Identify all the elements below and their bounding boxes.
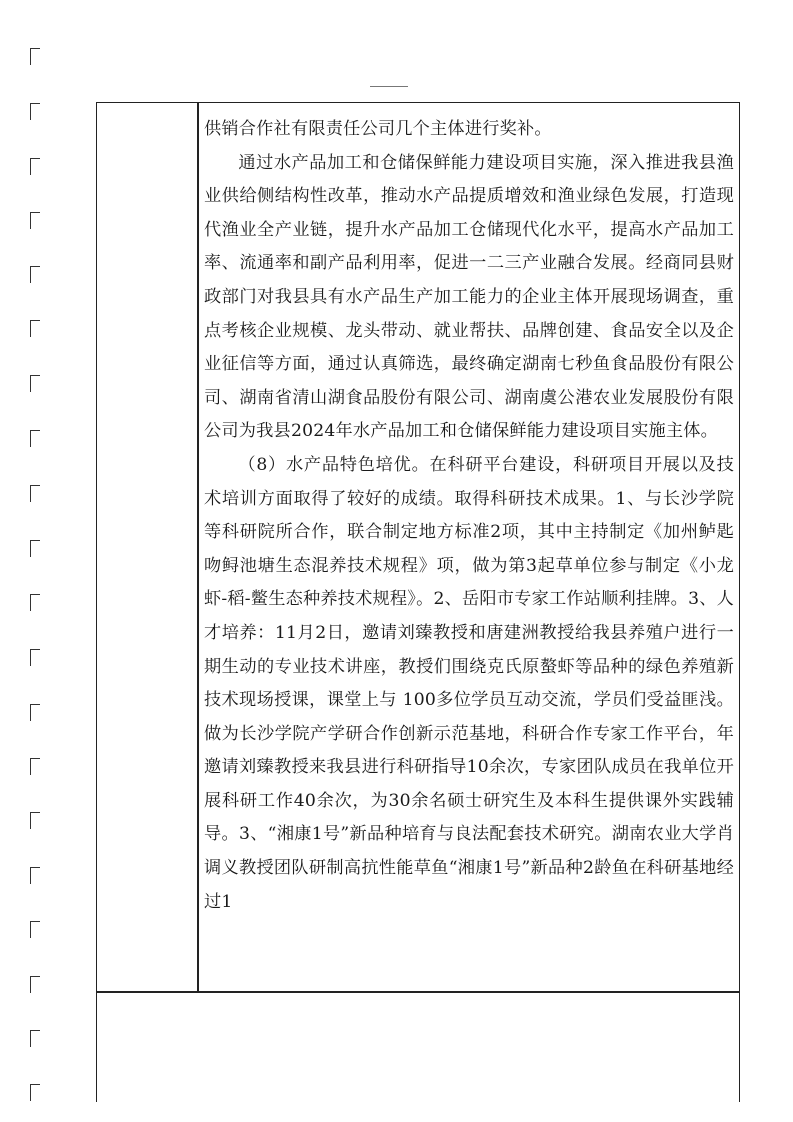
- binding-mark: [30, 594, 40, 611]
- binding-mark: [30, 212, 40, 229]
- binding-margin-marks: [30, 30, 44, 1100]
- binding-mark: [30, 649, 40, 666]
- binding-mark: [30, 158, 40, 175]
- paragraph-processing-storage: 通过水产品加工和仓储保鲜能力建设项目实施，深入推进我县渔业供给侧结构性改革，推动水产品提质增效和渔业绿色发展，打造现代渔业全产业链，提升水产品加工仓储现代化水平，提高水产品加工率、流通率和副产品利用率，促进一二三产业融合发展。经商同县财政部门对我县具有水产品生产加工能力的企业主体开展现场调查，重点考核企业规模、龙头带动、就业帮扶、品牌创建、食品安全以及企业征信等方面，通过认真筛选，最终确定湖南七秒鱼食品股份有限公司、湖南省清山湖食品股份有限公司、湖南虞公港农业发展股份有限公司为我县2024年水产品加工和仓储保鲜能力建设项目实施主体。: [204, 152, 734, 442]
- binding-mark: [30, 48, 40, 65]
- binding-mark: [30, 1030, 40, 1047]
- binding-mark: [30, 976, 40, 993]
- scan-artifact-dash: [370, 86, 408, 87]
- table-content-cell: [204, 113, 734, 919]
- binding-mark: [30, 758, 40, 775]
- binding-mark: [30, 1084, 40, 1101]
- table-column-divider: [197, 102, 199, 992]
- binding-mark: [30, 266, 40, 283]
- binding-mark: [30, 921, 40, 938]
- table-bottom-rule: [96, 991, 740, 993]
- binding-mark: [30, 867, 40, 884]
- binding-mark: [30, 812, 40, 829]
- paragraph-specialty-cultivation: （8）水产品特色培优。在科研平台建设，科研项目开展以及技术培训方面取得了较好的成绩。取得科研技术成果。1、与长沙学院等科研院所合作，联合制定地方标准2项，其中主持制定《加州鲈匙吻鲟池塘生态混养技术规程》项，做为第3起草单位参与制定《小龙虾-稻-鳖生态种养技术规程》。2、岳阳市专家工作站顺利挂牌。3、人才培养：11月2日，邀请刘臻教授和唐建洲教授给我县养殖户进行一期生动的专业技术讲座，教授们围绕克氏原螯虾等品种的绿色养殖新技术现场授课，课堂上与 100多位学员互动交流，学员们受益匪浅。做为长沙学院产学研合作创新示范基地，科研合作专家工作平台，年邀请刘臻教授来我县进行科研指导10余次，专家团队成员在我单位开展科研工作40余次，为30余名硕士研究生及本科生提供课外实践辅导。3、“湘康1号”新品种培育与良法配套技术研究。湖南农业大学肖调义教授团队研制高抗性能草鱼“湘康1号”新品种2龄鱼在科研基地经过1: [204, 454, 734, 912]
- binding-mark: [30, 430, 40, 447]
- binding-mark: [30, 540, 40, 557]
- binding-mark: [30, 375, 40, 392]
- paragraph-continuation: 供销合作社有限责任公司几个主体进行奖补。: [204, 119, 552, 139]
- binding-mark: [30, 320, 40, 337]
- binding-mark: [30, 704, 40, 721]
- binding-mark: [30, 103, 40, 120]
- binding-mark: [30, 485, 40, 502]
